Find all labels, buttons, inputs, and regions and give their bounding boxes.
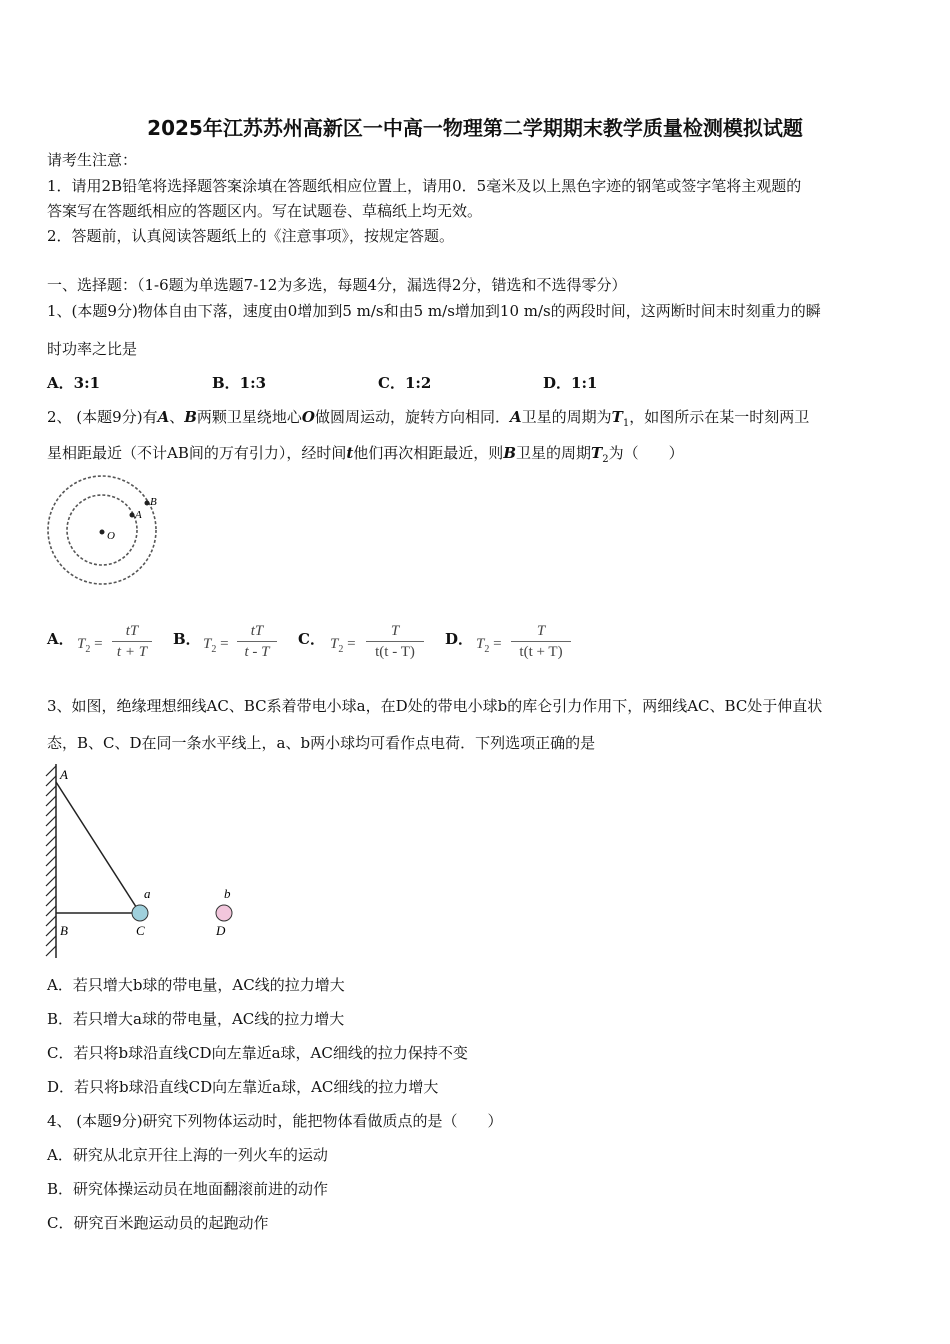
notice-item2: 2．答题前，认真阅读答题纸上的《注意事项》，按规定答题。 (47, 227, 455, 245)
q3-option-c: C．若只将b球沿直线CD向左靠近a球，AC细线的拉力保持不变 (47, 1044, 468, 1062)
q1-option-a: A．3:1 (47, 374, 101, 392)
q1-line1: 1、(本题9分)物体自由下落，速度由0增加到5 m/s和由5 m/s增加到10 m/s的两段时间，这两断时间末时刻重力的瞬 (47, 302, 821, 320)
q4-option-b: B．研究体操运动员在地面翻滚前进的动作 (47, 1180, 329, 1198)
q2-option-c-lhs: $T_2$ = (330, 636, 356, 655)
string-ball-figure (40, 760, 250, 962)
label-ball-b: b (224, 886, 231, 901)
satellite-a-dot (130, 513, 135, 518)
q1-line2: 时功率之比是 (47, 340, 138, 358)
label-b-point: B (60, 923, 68, 938)
q2-option-c-fraction: T t(t - T) (366, 622, 424, 661)
q2-option-c-label: C． (298, 630, 325, 648)
q2-option-b-lhs: $T_2$ = (203, 636, 229, 655)
notice-item1-line1: 1．请用2B铅笔将选择题答案涂填在答题纸相应位置上，请用0．5毫米及以上黑色字迹的钢笔或签字笔将主观题的 (47, 177, 802, 195)
label-o: O (107, 530, 115, 542)
q2-option-d-label: D． (445, 630, 474, 648)
q2-option-d-fraction: T t(t + T) (511, 622, 571, 661)
q3-option-b: B．若只增大a球的带电量，AC线的拉力增大 (47, 1010, 345, 1028)
q1-option-b: B．1:3 (212, 374, 267, 392)
label-b: B (150, 496, 157, 508)
q4-option-c: C．研究百米跑运动员的起跑动作 (47, 1214, 269, 1232)
q2-option-b-fraction: tT t - T (237, 622, 277, 661)
page-title: 2025年江苏苏州高新区一中高一物理第二学期期末教学质量检测模拟试题 (147, 116, 803, 140)
q2-option-a-lhs: $T_2$ = (77, 636, 103, 655)
label-d-point: D (216, 923, 226, 938)
q2-line1: 2、 (本题9分)有A、B两颗卫星绕地心O做圆周运动，旋转方向相同．A卫星的周期为$T_1$，如图所示在某一时刻两卫 (47, 408, 810, 429)
orbit-figure (44, 474, 162, 586)
q4-line1: 4、 (本题9分)研究下列物体运动时，能把物体看做质点的是（ ） (47, 1112, 503, 1130)
q2-option-a-fraction: tT t + T (112, 622, 152, 661)
q2-option-a-label: A． (47, 630, 74, 648)
earth-center-dot (100, 530, 105, 535)
q3-line1: 3、如图，绝缘理想细线AC、BC系着带电小球a，在D处的带电小球b的库仑引力作用下，两细线AC、BC处于伸直状 (47, 697, 823, 715)
q3-option-d: D．若只将b球沿直线CD向左靠近a球，AC细线的拉力增大 (47, 1078, 439, 1096)
q4-option-a: A．研究从北京开往上海的一列火车的运动 (47, 1146, 328, 1164)
q2-line2: 星相距最近（不计AB间的万有引力），经时间t他们再次相距最近，则B卫星的周期$T_2$为（ ） (47, 444, 684, 465)
satellite-b-dot (145, 501, 150, 506)
wall-hatching (46, 766, 56, 956)
string-ac (56, 782, 140, 913)
ball-b (216, 905, 232, 921)
section-heading: 一、选择题：（1-6题为单选题7-12为多选，每题4分，漏选得2分，错选和不选得零分） (47, 276, 627, 294)
q1-option-d: D．1:1 (543, 374, 598, 392)
ball-a (132, 905, 148, 921)
q2-option-d-lhs: $T_2$ = (476, 636, 502, 655)
q2-option-b-label: B． (173, 630, 201, 648)
q3-option-a: A．若只增大b球的带电量，AC线的拉力增大 (47, 976, 345, 994)
label-ball-a: a (144, 886, 151, 901)
label-a-point: A (60, 767, 68, 782)
notice-item1-line2: 答案写在答题纸相应的答题区内。写在试题卷、草稿纸上均无效。 (47, 202, 483, 220)
q1-option-c: C．1:2 (378, 374, 432, 392)
label-c-point: C (136, 923, 145, 938)
q3-line2: 态，B、C、D在同一条水平线上，a、b两小球均可看作点电荷．下列选项正确的是 (47, 734, 596, 752)
notice-heading: 请考生注意： (47, 151, 138, 169)
label-a: A (135, 509, 142, 521)
